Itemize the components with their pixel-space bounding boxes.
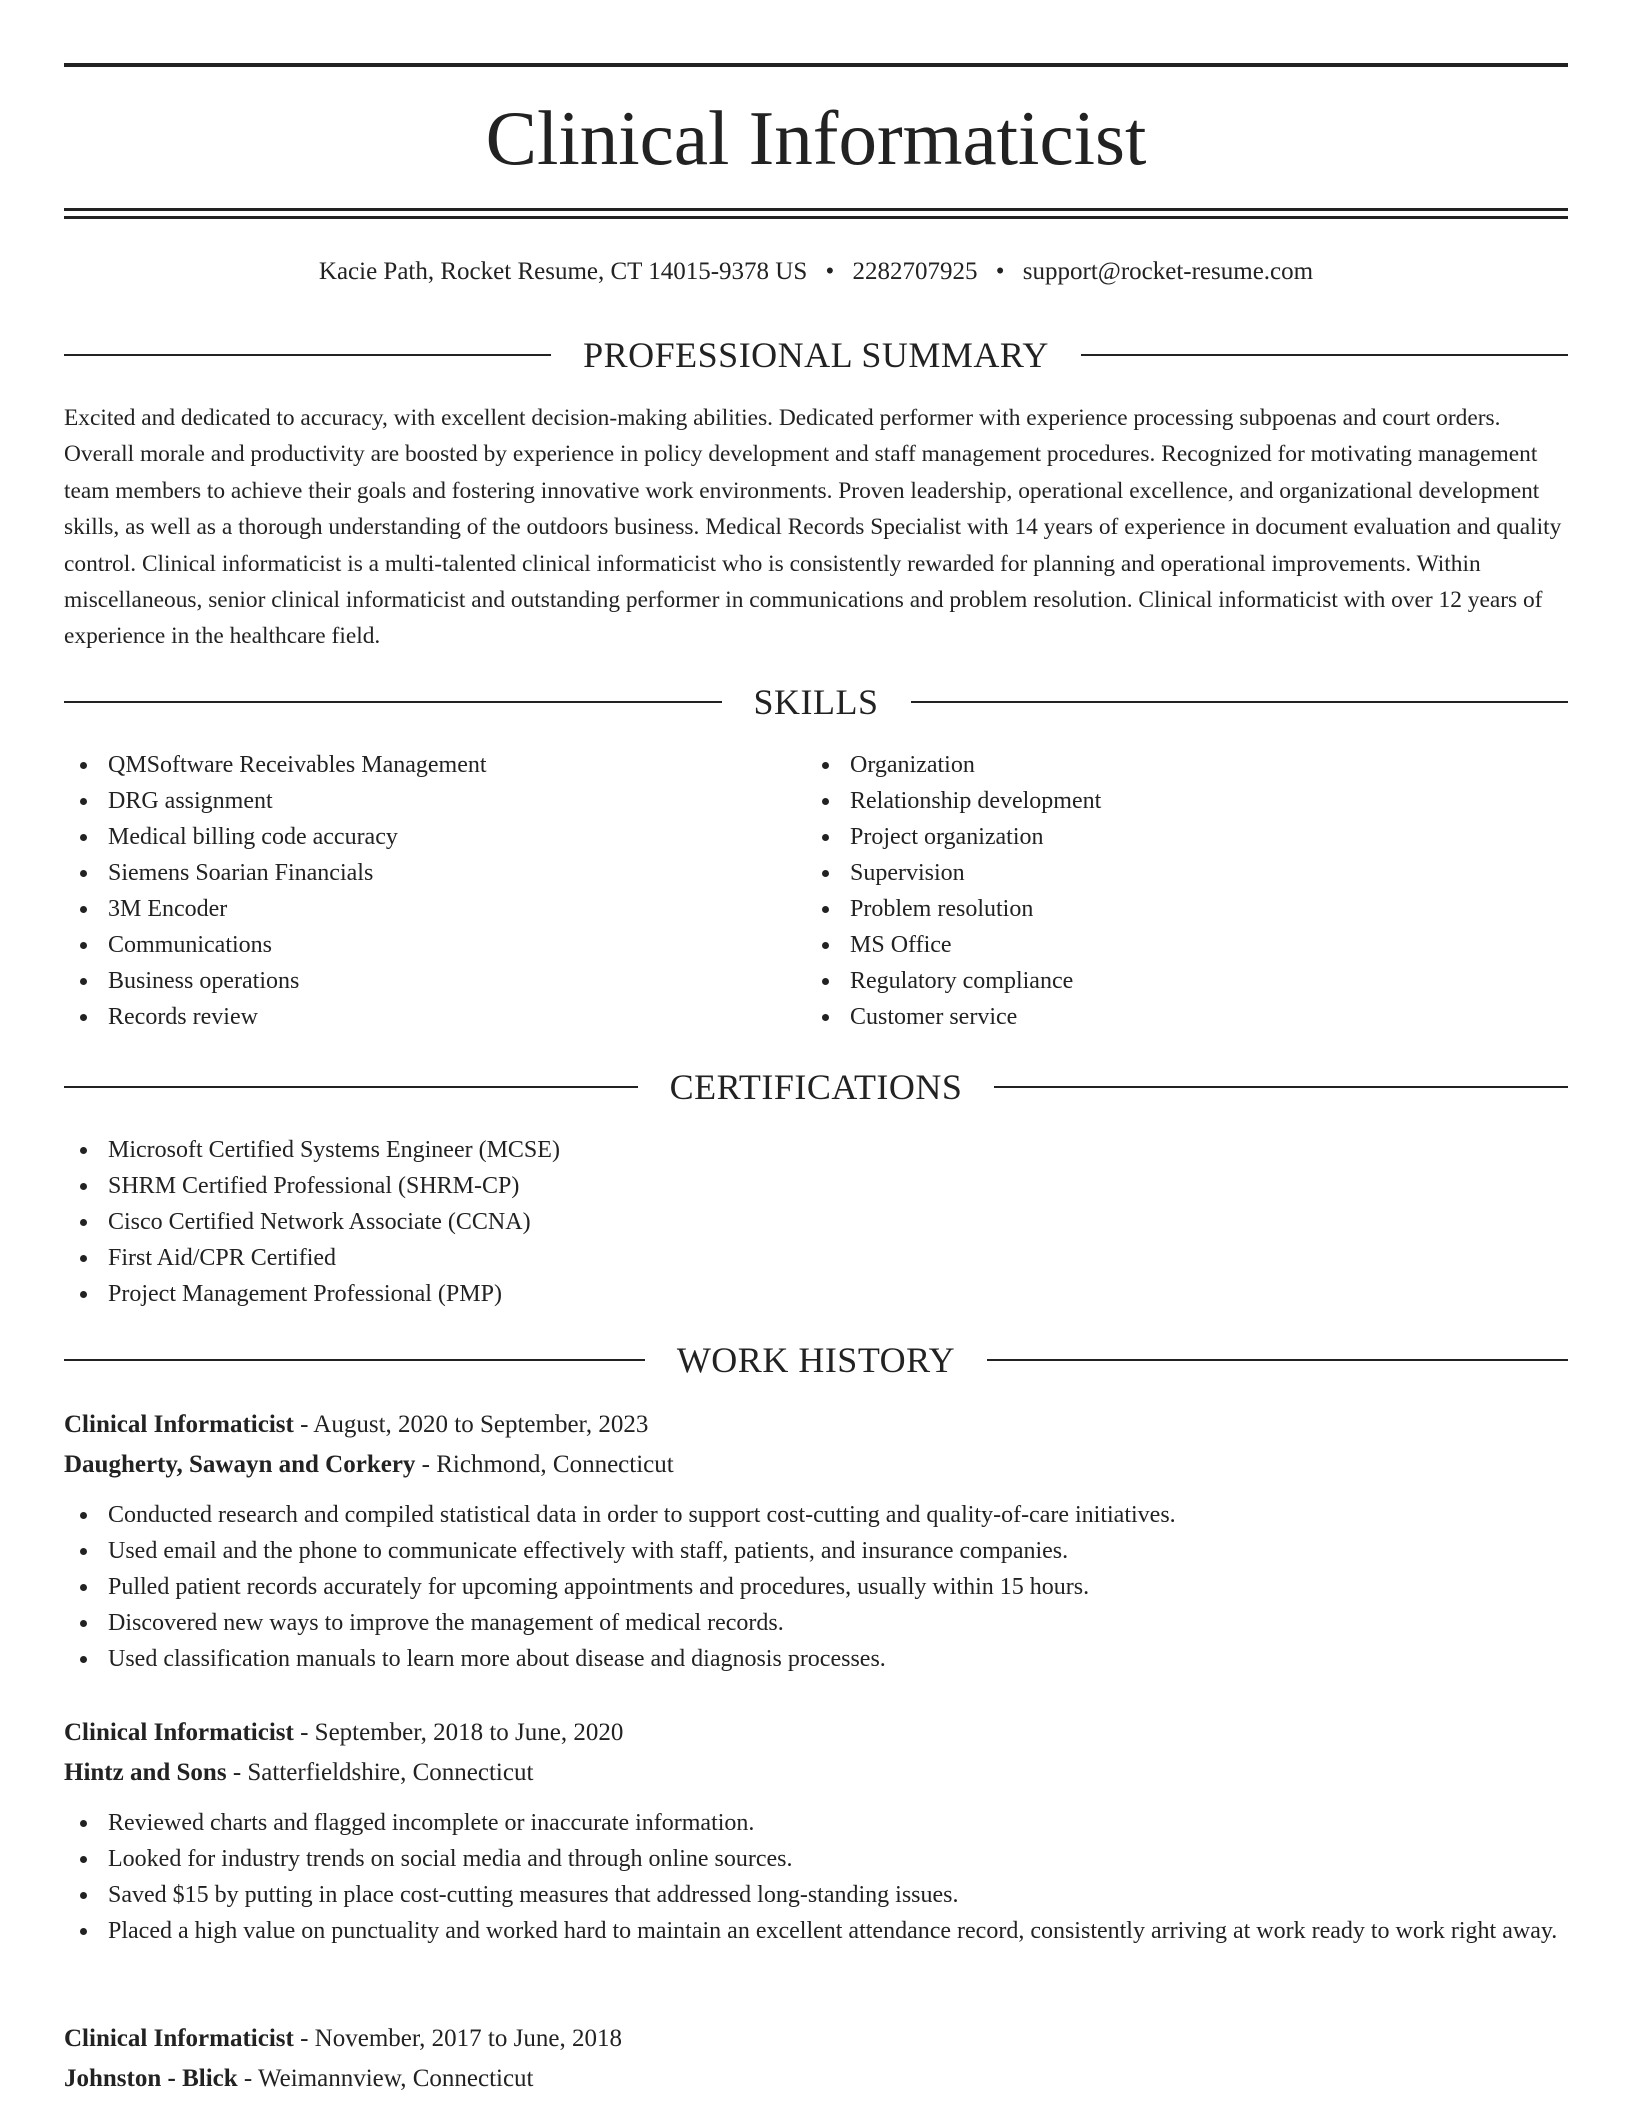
list-item: QMSoftware Receivables Management — [64, 747, 764, 783]
list-item: Looked for industry trends on social media and through online sources. — [64, 1841, 1568, 1877]
list-item: Saved $15 by putting in place cost-cutting measures that addressed long-standing issues. — [64, 1877, 1568, 1913]
list-item: Medical billing code accuracy — [64, 819, 764, 855]
contact-line — [64, 254, 1568, 290]
list-item: Supervision — [806, 855, 1506, 891]
contact-separator: • — [995, 258, 1005, 285]
section-title: WORK HISTORY — [676, 1340, 956, 1380]
section-heading-work-history — [64, 1338, 1568, 1382]
job-company-line — [64, 1445, 1568, 1485]
list-item: Organization — [806, 747, 1506, 783]
job-location: - Richmond, Connecticut — [415, 1451, 674, 1478]
list-item: Problem resolution — [806, 891, 1506, 927]
section-title: SKILLS — [753, 682, 879, 722]
job-company: Hintz and Sons — [64, 1759, 227, 1786]
list-item: Pulled patient records accurately for upcoming appointments and procedures, usually within 15 hours. — [64, 1569, 1568, 1605]
list-item: DRG assignment — [64, 783, 764, 819]
job-dates: - November, 2017 to June, 2018 — [293, 2025, 622, 2052]
top-rule — [64, 63, 1568, 67]
list-item: Communications — [64, 927, 764, 963]
contact-email: support@rocket-resume.com — [1022, 258, 1314, 285]
list-item: Reviewed charts and flagged incomplete or inaccurate information. — [64, 1805, 1568, 1841]
contact-separator: • — [825, 258, 835, 285]
skills-list-left — [64, 747, 764, 1035]
title-rule-lower — [64, 216, 1568, 219]
heading-rule — [64, 354, 551, 356]
list-item: Project organization — [806, 819, 1506, 855]
resume-title: Clinical Informaticist — [485, 95, 1147, 181]
section-heading-certifications — [64, 1065, 1568, 1109]
list-item: Relationship development — [806, 783, 1506, 819]
list-item: Records review — [64, 999, 764, 1035]
job-title: Clinical Informaticist — [64, 2025, 294, 2052]
job-dates: - September, 2018 to June, 2020 — [293, 1719, 624, 1746]
job-location: - Weimannview, Connecticut — [237, 2065, 534, 2092]
heading-rule — [987, 1359, 1568, 1361]
job-title: Clinical Informaticist — [64, 1411, 294, 1438]
list-item: Discovered new ways to improve the management of medical records. — [64, 1605, 1568, 1641]
job-company-line — [64, 1753, 1568, 1793]
summary-paragraph: Excited and dedicated to accuracy, with excellent decision-making abilities. Dedicated performer with experience processing subpoenas and court orders. Overall morale and productivity are boosted by experience in policy development and staff management procedures. Recognized for motivating management team members to achieve their goals and fostering innovative work environments. Proven leadership, operational excellence, and organizational development skills, as well as a thorough understanding of the outdoors business. Medical Records Specialist with 14 years of experience in document evaluation and quality control. Clinical informaticist is a multi-talented clinical informaticist who is consistently rewarded for planning and operational improvements. Within miscellaneous, senior clinical informaticist and outstanding performer in communications and problem resolution. Clinical informaticist with over 12 years of experience in the healthcare field. — [64, 405, 1562, 650]
heading-rule — [911, 701, 1569, 703]
job-bullets — [64, 1805, 1568, 1949]
certifications-list — [64, 1132, 1568, 1312]
list-item: Siemens Soarian Financials — [64, 855, 764, 891]
list-item: Microsoft Certified Systems Engineer (MCSE) — [64, 1132, 1568, 1168]
job-entry — [64, 2019, 1568, 2099]
section-heading-summary — [64, 333, 1568, 377]
job-entry — [64, 1405, 1568, 1677]
heading-rule — [64, 1086, 638, 1088]
list-item: Conducted research and compiled statistical data in order to support cost-cutting and quality-of-care initiatives. — [64, 1497, 1568, 1533]
list-item: 3M Encoder — [64, 891, 764, 927]
job-company: Daugherty, Sawayn and Corkery — [64, 1451, 416, 1478]
list-item: First Aid/CPR Certified — [64, 1240, 1568, 1276]
section-title: CERTIFICATIONS — [669, 1067, 963, 1107]
list-item: Project Management Professional (PMP) — [64, 1276, 1568, 1312]
section-title: PROFESSIONAL SUMMARY — [583, 335, 1049, 375]
job-title: Clinical Informaticist — [64, 1719, 294, 1746]
job-location: - Satterfieldshire, Connecticut — [226, 1759, 534, 1786]
job-title-line — [64, 1405, 1568, 1445]
heading-rule — [1081, 354, 1568, 356]
heading-rule — [64, 1359, 645, 1361]
skills-list-right — [806, 747, 1506, 1035]
list-item: Placed a high value on punctuality and worked hard to maintain an excellent attendance record, consistently arriving at work ready to work right away. — [64, 1913, 1568, 1949]
section-heading-skills — [64, 680, 1568, 724]
contact-phone: 2282707925 — [852, 258, 978, 285]
job-bullets — [64, 1497, 1568, 1677]
job-company: Johnston - Blick — [64, 2065, 238, 2092]
job-title-line — [64, 2019, 1568, 2059]
list-item: Regulatory compliance — [806, 963, 1506, 999]
job-dates: - August, 2020 to September, 2023 — [293, 1411, 649, 1438]
title-rule-upper — [64, 208, 1568, 211]
job-entry — [64, 1713, 1568, 1949]
heading-rule — [994, 1086, 1568, 1088]
list-item: MS Office — [806, 927, 1506, 963]
job-title-line — [64, 1713, 1568, 1753]
list-item: Used email and the phone to communicate effectively with staff, patients, and insurance companies. — [64, 1533, 1568, 1569]
list-item: Cisco Certified Network Associate (CCNA) — [64, 1204, 1568, 1240]
job-company-line — [64, 2059, 1568, 2099]
heading-rule — [64, 701, 722, 703]
list-item: SHRM Certified Professional (SHRM-CP) — [64, 1168, 1568, 1204]
contact-address: Kacie Path, Rocket Resume, CT 14015-9378 US — [318, 258, 808, 285]
list-item: Used classification manuals to learn more about disease and diagnosis processes. — [64, 1641, 1568, 1677]
list-item: Business operations — [64, 963, 764, 999]
list-item: Customer service — [806, 999, 1506, 1035]
